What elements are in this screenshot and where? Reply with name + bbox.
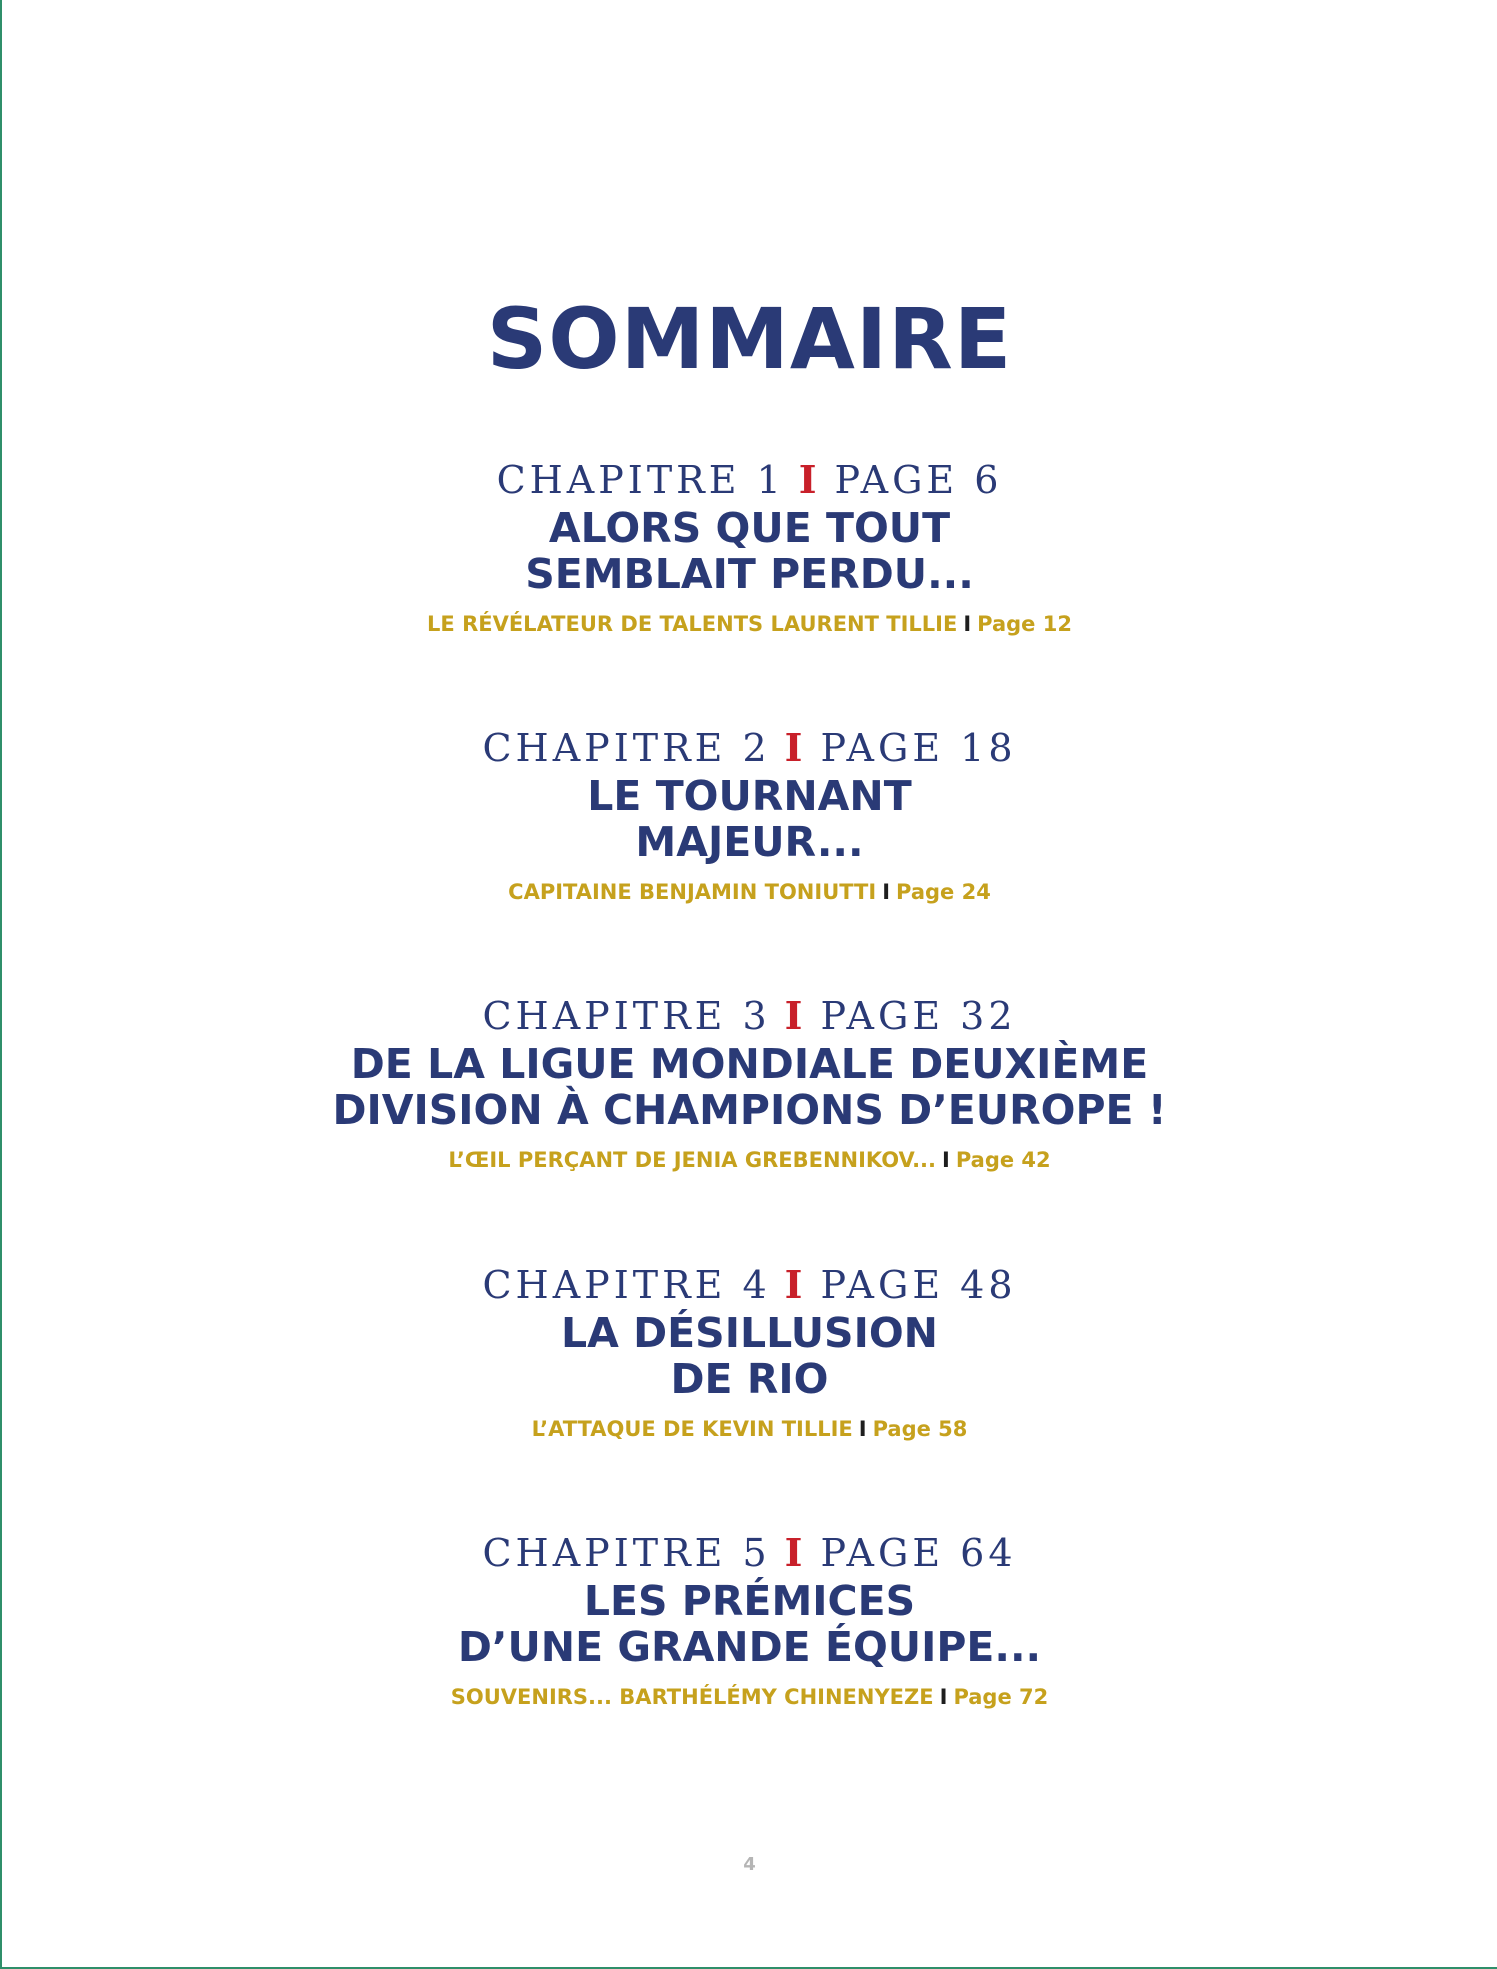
separator: I	[882, 880, 891, 904]
chapter-line	[2, 457, 1497, 503]
chapter-sub-entry	[2, 1147, 1497, 1173]
page-number: 4	[743, 1854, 756, 1875]
separator: I	[858, 1417, 867, 1441]
chapter-page-label: PAGE 6	[834, 458, 1003, 502]
chapter-entry-1	[2, 457, 1497, 637]
chapter-line	[2, 993, 1497, 1039]
chapter-entry-2	[2, 725, 1497, 905]
heading-line: SEMBLAIT PERDU...	[525, 550, 974, 598]
chapter-heading	[2, 1578, 1497, 1670]
chapter-entry-4	[2, 1262, 1497, 1442]
chapter-entry-3	[2, 993, 1497, 1173]
separator: I	[784, 1262, 807, 1307]
separator: I	[784, 1530, 807, 1575]
chapter-sub-entry	[2, 879, 1497, 905]
heading-line: LE TOURNANT	[587, 772, 912, 820]
chapter-sub-entry	[2, 611, 1497, 637]
sub-entry-text: L’ŒIL PERÇANT DE JENIA GREBENNIKOV...	[448, 1148, 937, 1172]
chapter-page-label: PAGE 18	[820, 726, 1017, 770]
heading-line: DIVISION À CHAMPIONS D’EUROPE !	[332, 1086, 1167, 1134]
chapter-page-label: PAGE 32	[820, 994, 1017, 1038]
chapter-line	[2, 1530, 1497, 1576]
chapter-heading	[2, 505, 1497, 597]
separator: I	[784, 725, 807, 770]
heading-line: LES PRÉMICES	[583, 1577, 916, 1625]
chapter-label: CHAPITRE 3	[482, 994, 771, 1038]
sub-entry-page: Page 24	[896, 880, 991, 904]
heading-line: MAJEUR...	[635, 818, 864, 866]
separator: I	[942, 1148, 950, 1172]
sub-entry-text: LE RÉVÉLATEUR DE TALENTS LAURENT TILLIE	[427, 612, 958, 636]
chapter-heading	[2, 1041, 1497, 1133]
heading-line: D’UNE GRANDE ÉQUIPE...	[457, 1623, 1042, 1671]
separator: I	[963, 612, 972, 636]
chapter-heading	[2, 773, 1497, 865]
separator: I	[939, 1685, 948, 1709]
chapter-sub-entry	[2, 1416, 1497, 1442]
separator: I	[798, 457, 821, 502]
sub-entry-text: L’ATTAQUE DE KEVIN TILLIE	[531, 1417, 853, 1441]
chapter-line	[2, 725, 1497, 771]
sub-entry-page: Page 58	[872, 1417, 968, 1441]
chapter-line	[2, 1262, 1497, 1308]
chapter-page-label: PAGE 64	[820, 1531, 1017, 1575]
sub-entry-page: Page 12	[977, 612, 1072, 636]
chapter-label: CHAPITRE 2	[482, 726, 771, 770]
sub-entry-text: CAPITAINE BENJAMIN TONIUTTI	[508, 880, 877, 904]
chapter-page-label: PAGE 48	[820, 1263, 1017, 1307]
heading-line: LA DÉSILLUSION	[561, 1309, 938, 1357]
chapter-label: CHAPITRE 1	[496, 458, 785, 502]
chapter-sub-entry	[2, 1684, 1497, 1710]
sub-entry-page: Page 72	[953, 1685, 1049, 1709]
sub-entry-page: Page 42	[955, 1148, 1051, 1172]
heading-line: DE RIO	[670, 1355, 829, 1403]
sub-entry-text: SOUVENIRS... BARTHÉLÉMY CHINENYEZE	[450, 1685, 934, 1709]
separator: I	[784, 993, 807, 1038]
chapter-label: CHAPITRE 5	[482, 1531, 771, 1575]
heading-line: DE LA LIGUE MONDIALE DEUXIÈME	[350, 1040, 1149, 1088]
chapter-label: CHAPITRE 4	[482, 1263, 771, 1307]
chapter-entry-5	[2, 1530, 1497, 1710]
chapter-heading	[2, 1310, 1497, 1402]
heading-line: ALORS QUE TOUT	[548, 504, 951, 552]
page-title: SOMMAIRE	[486, 290, 1013, 388]
